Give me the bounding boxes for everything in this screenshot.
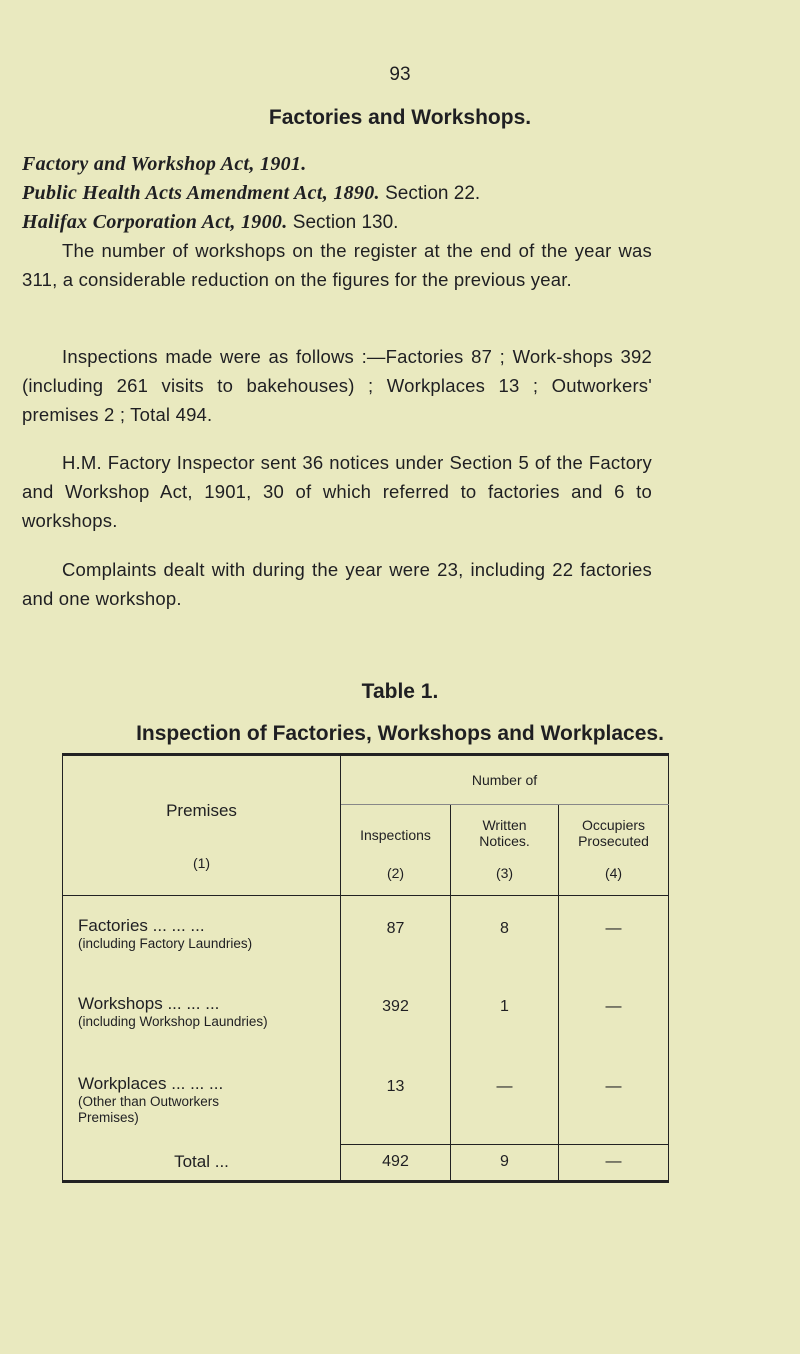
row-prosecuted: — (559, 896, 669, 991)
paragraph-notices: H.M. Factory Inspector sent 36 notices under Section 5 of the Factory and Workshop Act, 1901, 30 of which referred to factories and 6 to workshops. (22, 452, 652, 531)
act-line (22, 150, 480, 179)
inspection-table (62, 753, 669, 1183)
row-prosecuted: — (559, 1070, 669, 1144)
header-inspections-num: (2) (386, 865, 405, 881)
header-prosecuted (559, 805, 669, 896)
row-premises-label: Workshops ... ... ... (78, 994, 220, 1013)
row-premises (63, 990, 341, 1070)
table-caption: Table 1. (361, 680, 439, 703)
page-title: Factories and Workshops. (268, 106, 532, 129)
header-notices-label: Written Notices. (479, 817, 530, 849)
table-row (63, 1070, 669, 1144)
act-line (22, 208, 480, 237)
row-premises (63, 896, 341, 991)
paragraph-workshops-register: The number of workshops on the register at the end of the year was 311, a considerable reduction on the figures for the previous year. (22, 240, 652, 290)
total-row (63, 1144, 669, 1182)
acts-list (22, 150, 480, 237)
header-notices (451, 805, 559, 896)
act-name: Factory and Workshop Act, 1901. (22, 153, 307, 175)
header-inspections-label: Inspections (360, 827, 431, 843)
row-prosecuted: — (559, 990, 669, 1070)
header-number-of: Number of (341, 755, 669, 805)
table-row (63, 990, 669, 1070)
header-premises-label: Premises (166, 801, 237, 820)
total-notices: 9 (451, 1144, 559, 1182)
row-premises-label: Workplaces ... ... ... (78, 1074, 224, 1093)
total-inspections: 492 (341, 1144, 451, 1182)
header-notices-num: (3) (495, 865, 514, 881)
row-premises-note: (Other than Outworkers Premises) (78, 1094, 220, 1125)
total-label: Total ... (63, 1144, 341, 1182)
header-prosecuted-num: (4) (604, 865, 623, 881)
paragraph-complaints: Complaints dealt with during the year were 23, including 22 factories and one workshop. (22, 559, 652, 609)
page-number: 93 (389, 64, 411, 85)
header-premises (63, 755, 341, 896)
table-subtitle: Inspection of Factories, Workshops and Workplaces. (136, 722, 664, 745)
row-premises-label: Factories ... ... ... (78, 916, 205, 935)
act-line (22, 179, 480, 208)
act-section: Section 130. (292, 212, 399, 233)
row-premises (63, 1070, 341, 1144)
row-notices: 8 (451, 896, 559, 991)
header-prosecuted-label: Occupiers Prosecuted (578, 817, 649, 849)
table-header-row (63, 755, 669, 805)
row-notices: 1 (451, 990, 559, 1070)
row-inspections: 392 (341, 990, 451, 1070)
header-premises-num: (1) (192, 855, 211, 871)
row-premises-note: (including Workshop Laundries) (78, 1014, 268, 1029)
total-prosecuted: — (559, 1144, 669, 1182)
act-section: Section 22. (385, 183, 481, 204)
row-notices: — (451, 1070, 559, 1144)
table-row (63, 896, 669, 991)
act-name: Public Health Acts Amendment Act, 1890. (22, 182, 380, 204)
row-premises-note: (including Factory Laundries) (78, 936, 253, 951)
act-name: Halifax Corporation Act, 1900. (22, 211, 288, 233)
paragraph-inspections: Inspections made were as follows :—Factories 87 ; Work-shops 392 (including 261 visits to bakehouses) ; Workplaces 13 ; Outworkers' premises 2 ; Total 494. (22, 346, 652, 425)
row-inspections: 87 (341, 896, 451, 991)
header-inspections (341, 805, 451, 896)
row-inspections: 13 (341, 1070, 451, 1144)
